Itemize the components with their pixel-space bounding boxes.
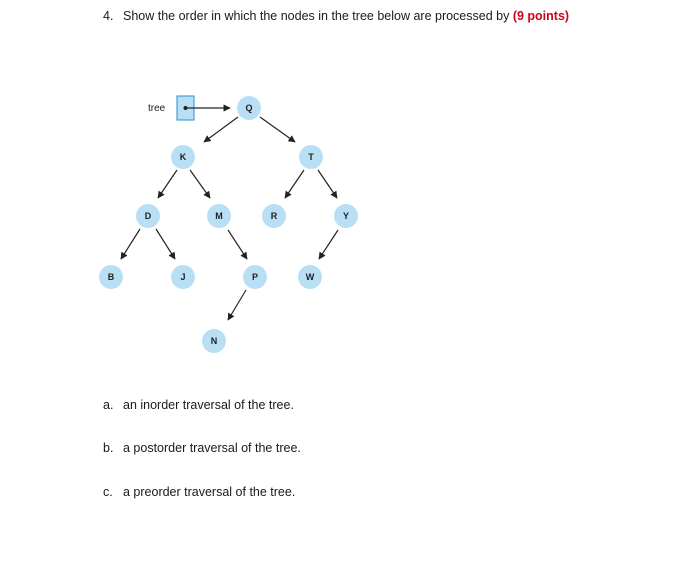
part-a-text: an inorder traversal of the tree. <box>123 398 294 412</box>
question-text: Show the order in which the nodes in the tree below are processed by <box>123 9 510 23</box>
tree-node-B <box>99 265 123 289</box>
tree-pointer-label: tree <box>148 103 166 114</box>
tree-node-K <box>171 145 195 169</box>
tree-node-P <box>243 265 267 289</box>
tree-node-M <box>207 204 231 228</box>
pointer-dot <box>184 106 188 110</box>
tree-node-N <box>202 329 226 353</box>
edge-P-N <box>228 290 246 320</box>
node-label-R: R <box>270 211 278 221</box>
part-c-text: a preorder traversal of the tree. <box>123 485 296 499</box>
tree-node-J <box>171 265 195 289</box>
part-b-text: a postorder traversal of the tree. <box>123 441 301 455</box>
node-label-B: B <box>107 272 115 282</box>
node-label-Y: Y <box>342 211 350 221</box>
edge-Y-W <box>319 230 338 259</box>
part-c <box>103 485 295 499</box>
edge-K-D <box>158 170 177 198</box>
node-label-N: N <box>210 336 218 346</box>
node-label-D: D <box>144 211 152 221</box>
edge-M-P <box>228 230 247 259</box>
tree-node-T <box>299 145 323 169</box>
edge-D-B <box>121 229 140 259</box>
tree-node-R <box>262 204 286 228</box>
tree-node-Y <box>334 204 358 228</box>
part-b-label: b. <box>103 441 114 455</box>
node-label-M: M <box>215 211 223 221</box>
question-number: 4. <box>103 9 114 23</box>
part-a-label: a. <box>103 398 114 412</box>
edge-D-J <box>156 229 175 259</box>
edge-T-R <box>285 170 304 198</box>
node-label-Q: Q <box>245 103 253 113</box>
node-label-P: P <box>251 272 259 282</box>
edge-Q-K <box>204 117 238 142</box>
part-b <box>103 441 301 455</box>
part-c-label: c. <box>103 485 113 499</box>
node-label-J: J <box>180 272 186 282</box>
node-label-W: W <box>305 272 315 282</box>
tree-node-W <box>298 265 322 289</box>
node-label-K: K <box>179 152 187 162</box>
node-label-T: T <box>308 152 314 162</box>
points-label: (9 points) <box>512 9 570 23</box>
tree-node-D <box>136 204 160 228</box>
part-a <box>103 398 294 412</box>
edge-T-Y <box>318 170 337 198</box>
edge-Q-T <box>260 117 295 142</box>
edge-K-M <box>190 170 210 198</box>
tree-node-Q <box>237 96 261 120</box>
